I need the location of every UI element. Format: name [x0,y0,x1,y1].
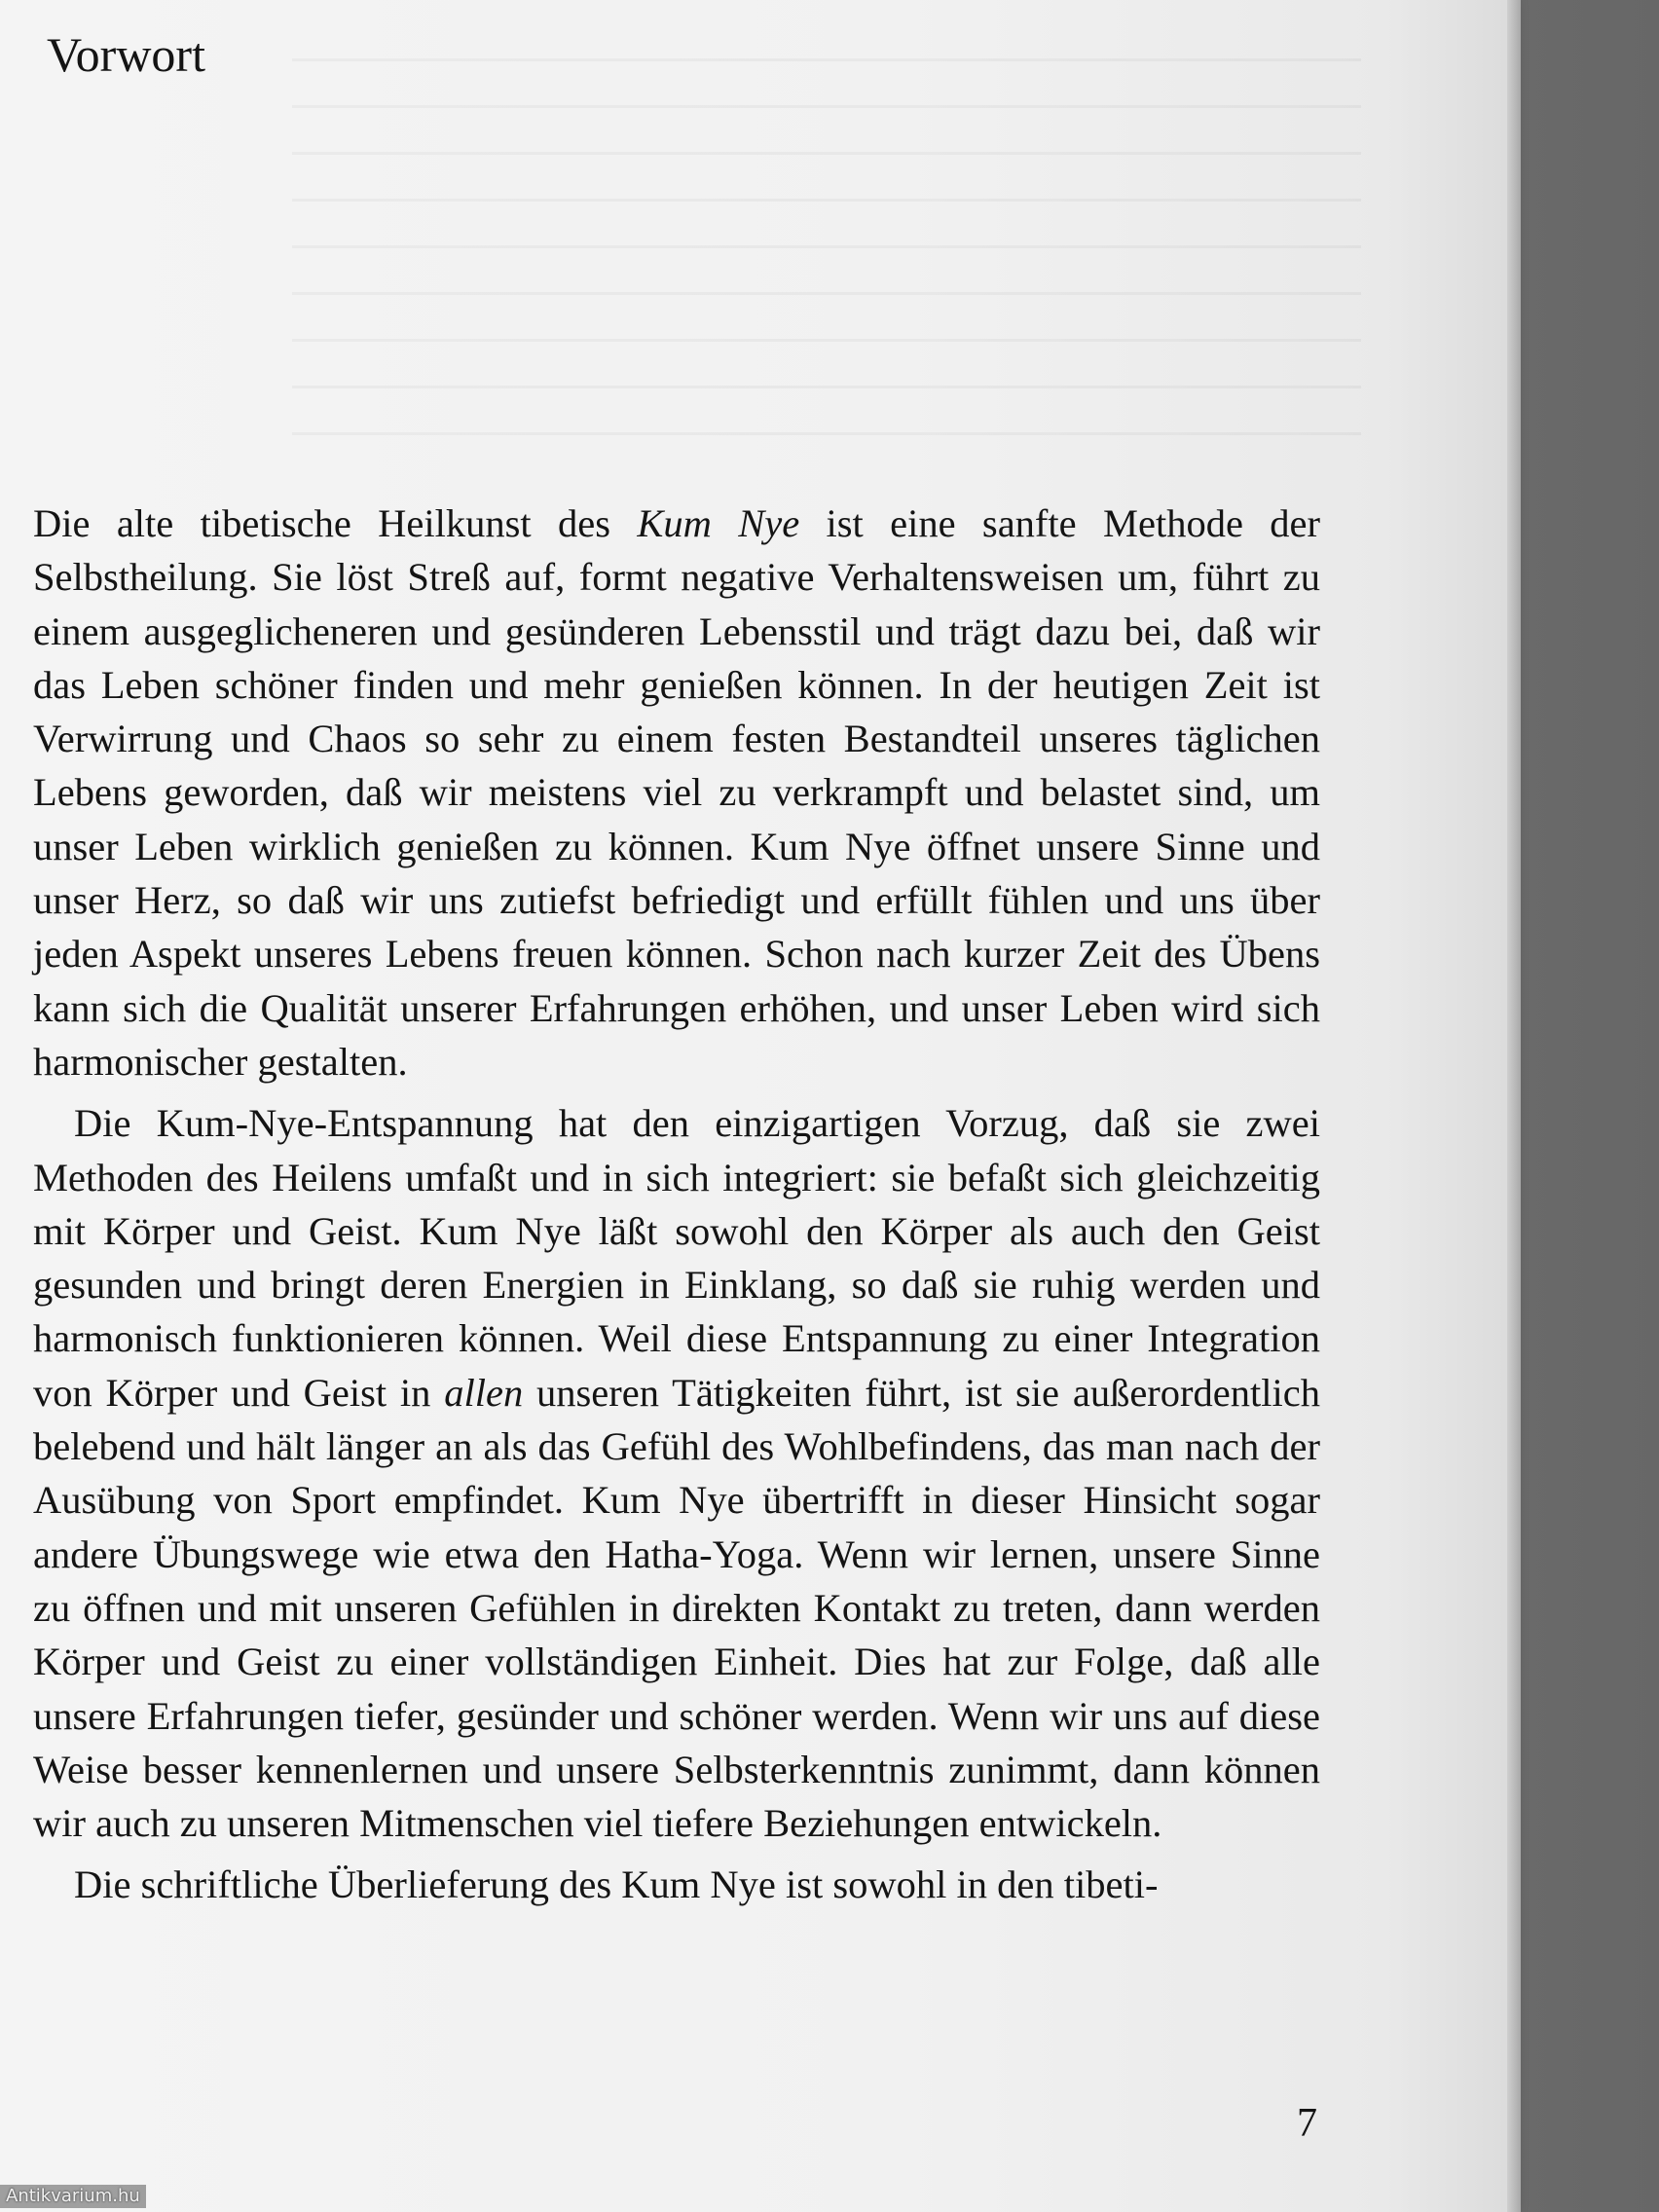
show-through-line [292,58,1361,61]
text-run: ist eine sanfte Methode der Selbstheilung. Sie löst Streß auf, formt negative Verhaltensweisen um, führt zu einem ausgeglicheneren und gesünderen Lebensstil und trägt dazu bei, daß wir das Leben schöner finden und mehr genießen können. In der heutigen Zeit ist Verwirrung und Chaos so sehr zu einem festen Bestandteil unseres täglichen Lebens geworden, daß wir meistens viel zu verkrampft und belastet sind, um unser Leben wirklich genießen zu können. Kum Nye öffnet unsere Sinne und unser Herz, so daß wir uns zutiefst befriedigt und erfüllt fühlen und uns über jeden Aspekt unseres Lebens freuen können. Schon nach kurzer Zeit des Übens kann sich die Qualität unserer Erfahrungen erhöhen, und unser Leben wird sich harmonischer gestalten. [33,501,1320,1084]
show-through-line [292,292,1361,295]
paragraph-2 [33,1096,1320,1850]
show-through-line [292,199,1361,202]
paragraph-3 [33,1858,1320,1911]
page-number: 7 [1297,2101,1317,2146]
body-text [33,497,1320,1912]
chapter-heading: Vorwort [47,27,205,82]
text-run: Die alte tibetische Heilkunst des [33,501,638,545]
show-through-line [292,105,1361,108]
italic-phrase: allen [444,1370,524,1415]
page-edge-shadow [1507,0,1521,2212]
show-through-line [292,152,1361,155]
watermark: Antikvarium.hu [0,2185,146,2208]
show-through-line [292,386,1361,388]
show-through-line [292,245,1361,248]
italic-phrase: Kum Nye [637,501,800,545]
text-run: Die schriftliche Überlieferung des Kum Nye ist sowohl in den tibeti- [74,1862,1159,1907]
show-through-line [292,432,1361,435]
show-through-line [292,339,1361,342]
text-run: Die Kum-Nye-Entspannung hat den einzigartigen Vorzug, daß sie zwei Methoden des Heilens umfaßt und in sich integriert: sie befaßt sich gleichzeitig mit Körper und Geist. Kum Nye läßt sowohl den Körper als auch den Geist gesunden und bringt deren Energien in Einklang, so daß sie ruhig werden und harmonisch funktionieren können. Weil diese Entspannung zu einer Integration von Körper und Geist in [33,1101,1320,1415]
text-run: unseren Tätigkeiten führt, ist sie außerordentlich belebend und hält länger an als das Gefühl des Wohlbefindens, das man nach der Ausübung von Sport empfindet. Kum Nye übertrifft in dieser Hinsicht sogar andere Übungswege wie etwa den Hatha-Yoga. Wenn wir lernen, unsere Sinne zu öffnen und mit unseren Gefühlen in direkten Kontakt zu treten, dann werden Körper und Geist zu einer vollständigen Einheit. Dies hat zur Folge, daß alle unsere Erfahrungen tiefer, gesünder und schöner werden. Wenn wir uns auf diese Weise besser kennenlernen und unsere Selbsterkenntnis zunimmt, dann können wir auch zu unseren Mitmenschen viel tiefere Beziehungen entwickeln. [33,1370,1320,1846]
paragraph-1 [33,497,1320,1088]
